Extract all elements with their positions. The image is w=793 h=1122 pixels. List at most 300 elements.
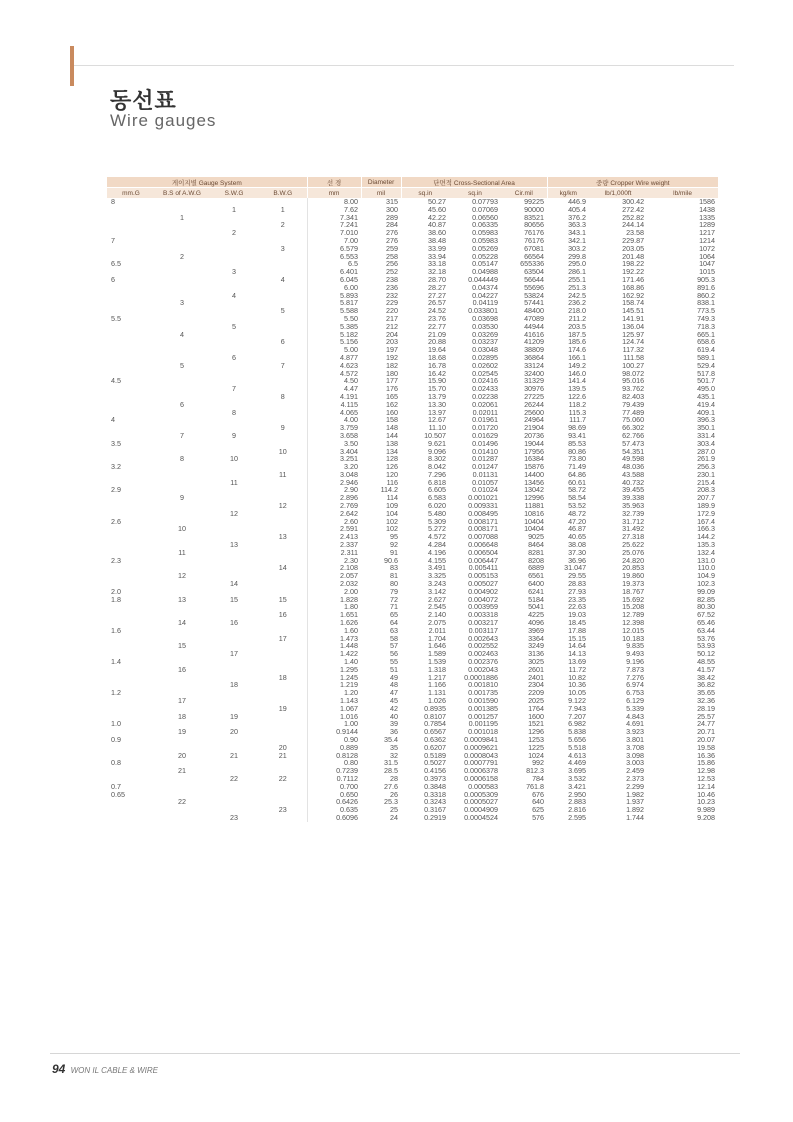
table-cell: 2304 [528,680,545,690]
table-cell [209,798,259,806]
column-header: sq.in [449,188,501,199]
table-cell: 132.4 [697,547,716,557]
table-cell: 0.6567 [424,727,447,737]
table-cell: 19 [230,711,238,721]
table-cell: 215.4 [697,477,716,487]
table-cell: 114.2 [380,485,399,495]
table-cell [259,580,307,588]
table-cell: 1.744 [626,812,645,822]
table-cell: 0.02433 [472,384,499,394]
table-cell: 14400 [524,469,545,479]
table-cell: 93.41 [568,430,587,440]
table-cell: 1 [180,212,184,222]
table-cell: 23 [230,812,238,822]
table-cell: 5.309 [428,516,447,526]
table-cell [259,284,307,292]
table-cell: 0.889 [307,744,361,752]
table-cell: 57.473 [622,438,645,448]
table-cell: 79 [390,586,399,596]
table-cell: 149.2 [568,360,587,370]
table-cell: 56 [390,649,399,659]
table-cell: 15.86 [697,758,716,768]
table-cell: 172.9 [697,508,716,518]
table-cell: 141.91 [622,313,645,323]
table-cell: 0.003217 [468,618,499,628]
table-cell: 138 [386,438,399,448]
table-cell: 43.588 [622,469,645,479]
table-cell: 47.20 [568,516,587,526]
table-cell [259,253,307,261]
table-cell [155,510,209,518]
table-cell: 51 [390,664,399,674]
table-cell: 2401 [528,672,545,682]
table-cell: 9.208 [697,812,716,822]
table-cell: 139.5 [568,384,587,394]
table-cell [209,736,259,744]
table-cell [155,221,209,229]
table-cell: 16 [230,618,238,628]
table-cell: 12 [178,571,186,581]
table-cell: 8 [280,391,285,401]
table-cell: 21904 [524,423,545,433]
table-cell: 2.545 [428,602,447,612]
table-cell: 0.0008043 [464,750,499,760]
table-cell: 1.937 [626,797,645,807]
table-cell: 6400 [528,579,545,589]
table-cell [209,697,259,705]
table-cell: 0.01131 [472,469,499,479]
table-cell: 12.98 [697,766,716,776]
table-cell: 53.76 [697,633,716,643]
table-cell: 158 [386,415,399,425]
table-cell: 1.00 [307,720,361,728]
table-cell: 5.893 [307,292,361,300]
table-cell: 8.00 [307,198,361,206]
table-cell: 1.131 [428,688,447,698]
table-cell: 208.3 [697,485,716,495]
table-cell: 0.044449 [468,274,499,284]
table-cell: 10.82 [568,672,587,682]
table-cell: 0.003117 [468,625,499,635]
table-cell: 0.03048 [472,345,499,355]
table-cell: 0.001810 [468,680,499,690]
table-cell: 0.02602 [472,360,499,370]
diameter-header-en: Diameter [361,177,401,188]
table-cell [107,338,155,346]
table-cell: 62.766 [622,430,645,440]
table-cell: 4096 [528,618,545,628]
table-cell: 204 [386,329,399,339]
table-cell: 0.9 [111,734,121,744]
table-cell [155,674,209,682]
table-cell: 0.6207 [424,742,447,752]
table-cell: 0.80 [307,759,361,767]
table-group-header-row [107,177,718,188]
table-cell: 2.413 [307,533,361,541]
table-cell: 6.553 [307,253,361,261]
column-header: Cir.mil [501,188,547,199]
table-cell: 36 [390,727,399,737]
table-cell: 177 [386,376,399,386]
table-cell: 0.0009621 [464,742,499,752]
table-cell: 891.6 [697,282,716,292]
table-cell [107,642,155,650]
table-cell: 167.4 [697,516,716,526]
table-cell: 0.02011 [472,407,499,417]
table-cell: 19.860 [622,571,645,581]
table-cell: 111.7 [569,415,587,425]
table-cell: 343.1 [568,228,587,238]
table-cell: 0.04374 [472,282,499,292]
table-cell: 180 [386,368,399,378]
table-cell: 4.50 [307,377,361,385]
table-cell: 41616 [524,329,545,339]
table-cell [259,323,307,331]
table-cell [107,541,155,549]
table-cell [259,409,307,417]
table-cell: 0.7854 [424,719,447,729]
table-cell: 6.401 [307,268,361,276]
table-cell: 2.3 [111,555,121,565]
table-cell: 15 [178,641,186,651]
table-cell: 303.4 [697,438,716,448]
table-cell: 2.00 [307,588,361,596]
table-cell [259,370,307,378]
table-cell: 13 [178,594,186,604]
table-cell: 4.572 [307,370,361,378]
table-cell: 79.439 [622,399,645,409]
table-cell [107,572,155,580]
table-cell: 287.0 [697,446,716,456]
table-cell: 0.8 [111,758,121,768]
table-cell: 7.341 [307,214,361,222]
table-cell: 53824 [524,290,545,300]
table-cell: 25600 [524,407,545,417]
table-cell [155,603,209,611]
table-cell: 3.325 [428,571,447,581]
table-cell: 3249 [528,641,545,651]
table-cell: 27.93 [568,586,587,596]
table-cell: 6.605 [428,485,447,495]
table-cell: 165 [386,391,399,401]
table-cell: 376.2 [568,212,587,222]
table-cell: 13.97 [428,407,447,417]
table-cell: 102 [386,524,399,534]
table-cell [259,681,307,689]
table-body [107,198,718,822]
table-cell: 211.2 [568,313,587,323]
table-cell: 589.1 [697,352,716,362]
table-cell: 23.76 [428,313,447,323]
table-cell: 73.80 [568,454,587,464]
table-cell: 272.42 [622,204,645,214]
table-cell: 28.83 [568,579,587,589]
table-cell: 35.4 [384,734,399,744]
table-cell: 9.989 [697,805,716,815]
table-cell: 2.883 [568,797,587,807]
table-cell: 3.098 [626,750,645,760]
table-cell: 0.65 [111,789,125,799]
table-cell [259,486,307,494]
table-cell: 0.0001886 [464,672,499,682]
table-cell: 48.72 [568,508,587,518]
table-cell: 58.72 [568,485,587,495]
table-cell: 65.46 [697,618,716,628]
table-cell [209,214,259,222]
table-cell: 144.2 [697,532,716,542]
table-cell: 17.88 [568,625,587,635]
table-cell: 15 [230,594,238,604]
table-cell: 40.65 [568,532,587,542]
table-cell [107,603,155,611]
table-cell: 22 [278,773,287,783]
table-cell: 21 [178,766,186,776]
table-cell: 27.318 [622,532,645,542]
table-cell: 19.58 [697,742,716,752]
table-cell: 230.1 [697,469,716,479]
table-cell: 2.595 [568,812,587,822]
table-cell: 284 [386,220,399,230]
table-cell: 57 [390,641,399,651]
table-cell: 24.52 [428,306,447,316]
table-cell [209,440,259,448]
table-cell: 517.8 [697,368,716,378]
table-cell: 2.108 [307,564,361,572]
table-cell: 0.02238 [472,391,499,401]
table-cell: 91 [390,547,399,557]
table-cell: 7.62 [307,206,361,214]
table-cell: 0.001018 [468,727,499,737]
table-cell: 11.72 [568,664,587,674]
top-divider [74,65,734,66]
table-cell [209,245,259,253]
table-cell: 2.896 [307,494,361,502]
table-cell: 17 [278,633,287,643]
table-cell: 784 [532,773,545,783]
table-cell: 17 [178,696,186,705]
table-cell: 4.115 [307,401,361,409]
table-cell: 71.49 [568,462,587,472]
table-cell: 41209 [524,337,545,347]
table-cell: 38809 [524,345,545,355]
table-cell [209,307,259,315]
table-cell: 0.001257 [468,711,499,721]
table-cell: 35 [390,742,399,752]
table-cell: 261.9 [697,454,716,464]
table-cell: 3.695 [568,766,587,776]
table-cell: 104.9 [697,571,716,581]
table-cell: 2 [280,220,285,230]
table-cell: 0.06560 [472,212,499,222]
table-cell: 37.30 [568,547,587,557]
table-cell: 0.0004909 [464,805,499,815]
table-cell: 0.01287 [472,454,499,464]
table-cell: 303.2 [568,243,587,253]
table-cell: 24.820 [622,555,645,565]
table-cell: 98.69 [568,423,587,433]
table-cell [107,471,155,479]
table-cell [155,284,209,292]
table-cell: 0.004902 [468,586,499,596]
table-cell: 718.3 [697,321,716,331]
table-cell: 992 [532,758,545,768]
table-cell: 9 [280,423,285,433]
table-cell: 749.3 [697,313,716,323]
table-cell: 21 [278,750,287,760]
table-cell: 8464 [528,540,545,550]
table-row [107,814,718,822]
table-cell: 6561 [528,571,545,581]
table-cell: 90.6 [384,555,399,565]
table-cell: 0.01247 [472,462,499,472]
table-cell: 11 [279,469,287,479]
table-cell: 3.658 [307,432,361,440]
table-cell: 4.191 [307,393,361,401]
table-cell: 38.42 [697,672,716,682]
table-cell: 9025 [528,532,545,542]
table-cell: 10816 [524,508,545,518]
table-cell [259,713,307,721]
table-cell: 14 [230,579,238,589]
table-cell: 0.3318 [424,789,447,799]
table-cell: 36.96 [568,555,587,565]
table-cell: 63 [390,625,399,635]
diameter-header-ko: 선 경 [307,177,361,188]
table-cell: 25.57 [697,711,716,721]
table-cell: 27.6 [384,781,399,791]
table-cell [155,315,209,323]
table-cell: 12 [230,508,238,518]
table-cell: 198.22 [622,259,645,269]
table-cell: 10.183 [622,633,645,643]
table-cell [155,650,209,658]
table-cell: 0.07793 [472,197,499,206]
table-cell [209,393,259,401]
table-cell: 19.64 [428,345,447,355]
table-cell: 6 [111,274,115,284]
table-cell: 0.0006158 [464,773,499,783]
table-cell [259,229,307,237]
table-cell: 9.096 [428,446,447,456]
table-cell: 168.86 [622,282,645,292]
table-cell: 49.598 [622,454,645,464]
table-cell: 8 [111,197,115,206]
table-cell: 2.057 [307,572,361,580]
table-cell [209,362,259,370]
table-cell: 146.0 [568,368,587,378]
table-cell: 9 [180,493,184,503]
table-cell: 27.27 [428,290,447,300]
table-cell: 12.67 [428,415,447,425]
table-cell: 15.692 [622,594,645,604]
table-cell: 220 [386,306,399,316]
table-cell: 251.3 [568,282,587,292]
table-cell: 13.69 [568,657,587,667]
table-cell: 14 [278,563,287,573]
table-cell: 4.469 [568,758,587,768]
table-cell: 6 [232,352,236,362]
table-cell: 72 [390,594,399,604]
table-cell: 1064 [699,251,716,261]
table-cell: 1024 [528,750,545,760]
table-cell: 6.818 [428,477,447,487]
table-cell: 0.06335 [472,220,499,230]
table-cell: 32.739 [622,508,645,518]
table-cell: 20.853 [622,563,645,573]
table-cell: 28.19 [697,703,716,713]
table-cell: 1.60 [307,627,361,635]
table-cell: 495.0 [697,384,716,394]
table-cell: 54.351 [622,446,645,456]
table-cell: 57441 [524,298,545,308]
table-cell: 65 [390,610,399,620]
table-cell: 5.588 [307,307,361,315]
table-cell: 5.156 [307,338,361,346]
table-cell: 36864 [524,352,545,362]
table-cell: 158.74 [622,298,645,308]
table-cell: 82.85 [697,594,716,604]
table-cell: 45.60 [428,204,447,214]
table-cell: 212 [386,321,399,331]
table-cell: 773.5 [697,306,716,316]
table-cell: 1.40 [307,658,361,666]
table-cell: 80.30 [697,602,716,612]
table-cell: 67.52 [697,610,716,620]
table-cell: 21 [230,750,238,760]
table-cell: 7.010 [307,229,361,237]
table-cell: 2.6 [111,516,121,526]
table-cell: 134 [386,446,399,456]
table-cell: 80 [390,579,399,589]
table-cell: 6241 [528,586,545,596]
table-cell: 22 [230,773,238,783]
table-cell [209,783,259,791]
table-cell: 77.489 [622,407,645,417]
table-cell: 1047 [699,259,716,269]
table-cell [107,502,155,510]
table-cell: 31.047 [564,563,587,573]
table-cell [107,401,155,409]
table-cell: 6.020 [428,501,447,511]
table-cell: 16.42 [428,368,447,378]
table-cell [155,338,209,346]
table-cell: 95.016 [622,376,645,386]
column-header: lb/mile [647,188,718,199]
table-cell: 3.923 [626,727,645,737]
table-cell: 1.80 [307,603,361,611]
table-cell: 40 [390,711,399,721]
table-cell: 11.10 [428,423,447,433]
table-cell: 299.8 [568,251,587,261]
table-cell: 38.60 [428,228,447,238]
table-cell: 3.708 [626,742,645,752]
table-cell: 218.0 [568,306,587,316]
table-cell: 0.8107 [424,711,447,721]
table-cell: 242.5 [568,290,587,300]
table-cell: 0.07069 [472,204,499,214]
table-cell: 1015 [699,267,716,277]
table-cell [107,697,155,705]
table-cell: 3025 [528,657,545,667]
table-cell: 85.53 [568,438,587,448]
table-cell: 5 [180,360,184,370]
table-cell: 0.007088 [468,532,499,542]
table-cell: 111.58 [623,352,645,362]
table-cell: 1.422 [307,650,361,658]
table-cell: 3364 [528,633,545,643]
table-cell: 255.1 [568,274,587,284]
table-cell: 0.6426 [307,798,361,806]
